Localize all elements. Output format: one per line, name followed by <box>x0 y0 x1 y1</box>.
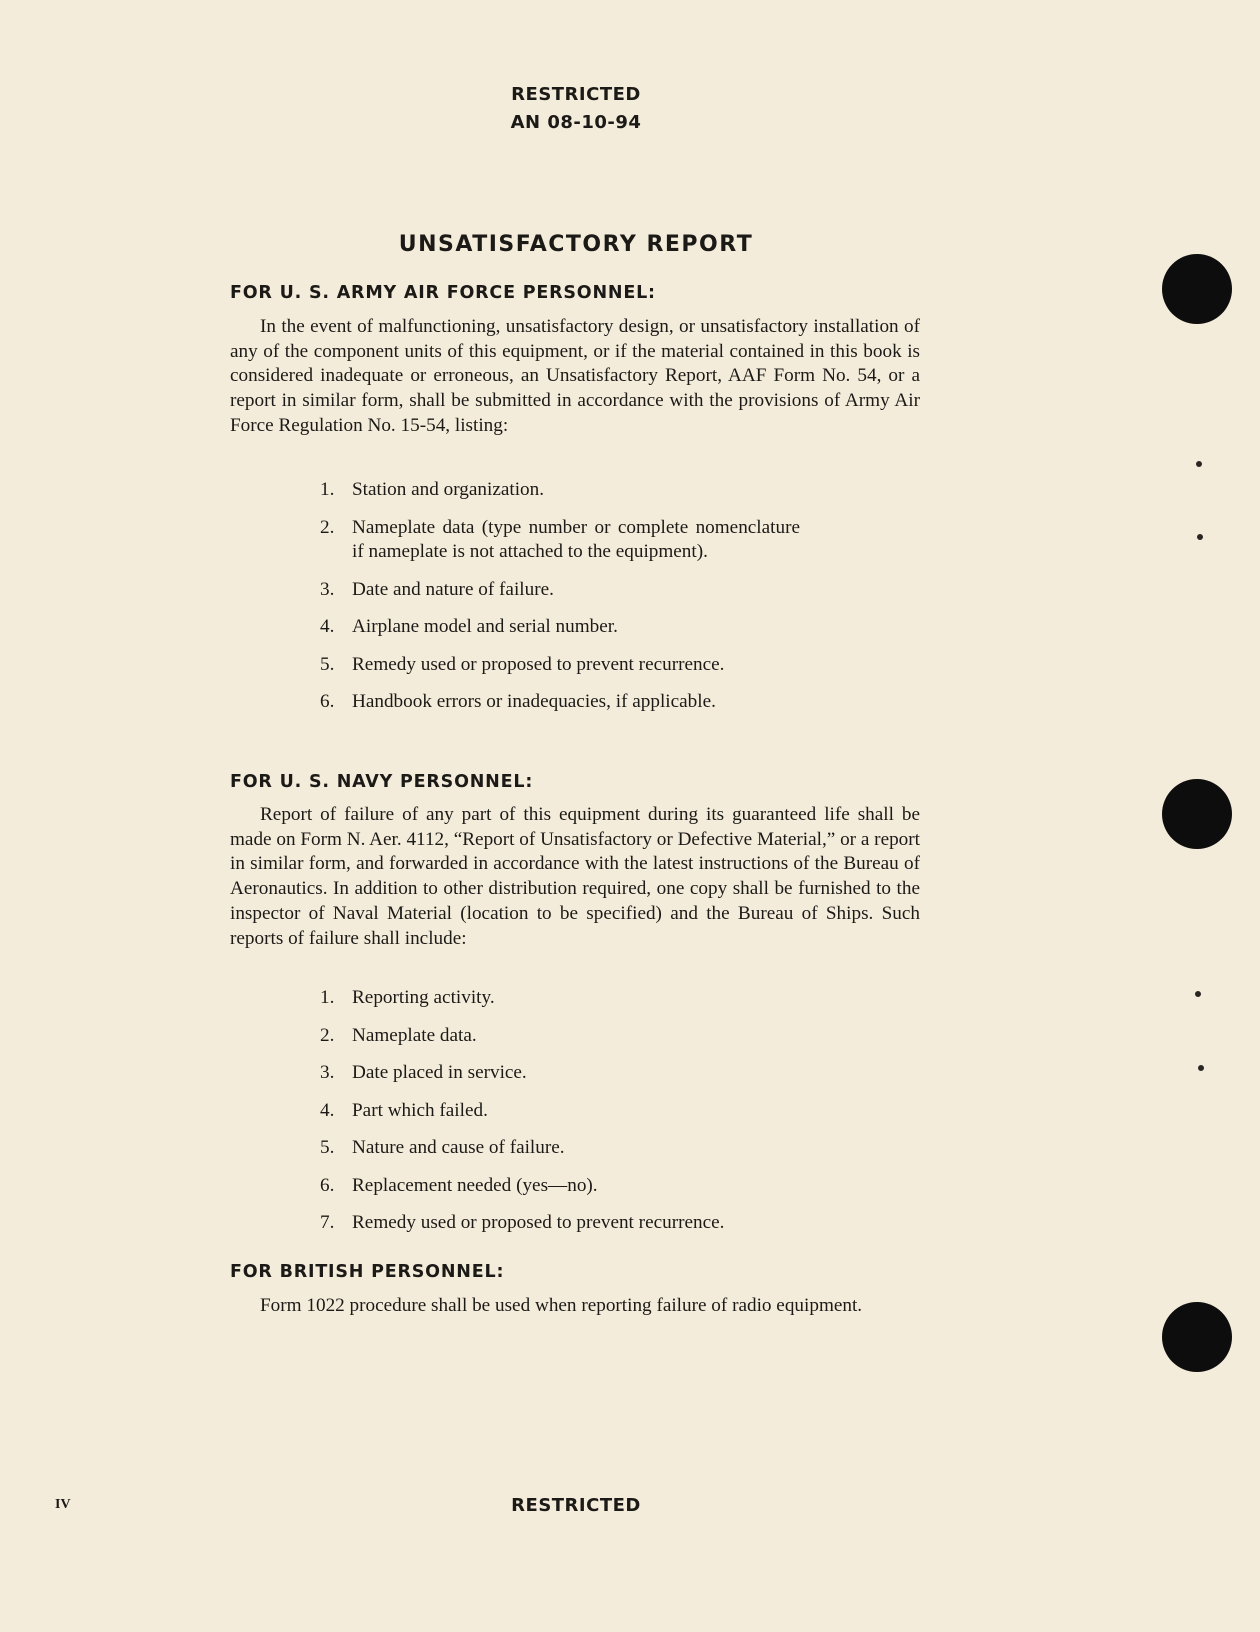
list-item <box>320 1211 800 1236</box>
list-item <box>320 690 800 715</box>
british-section-paragraph: Form 1022 procedure shall be used when reporting failure of radio equipment. <box>260 1295 863 1316</box>
list-item <box>320 615 800 640</box>
list-item <box>320 1024 800 1049</box>
scan-speck <box>1195 991 1201 997</box>
list-item-number: 2. <box>320 1024 335 1046</box>
army-section-heading: FOR U. S. ARMY AIR FORCE PERSONNEL: <box>230 283 656 303</box>
list-item-text: Nameplate data (type number or complete nomenclature if nameplate is not attached to the equipment). <box>352 516 800 562</box>
page-title: UNSATISFACTORY REPORT <box>398 232 754 257</box>
army-report-list <box>320 478 800 728</box>
navy-section-paragraph: Report of failure of any part of this equipment during its guaranteed life shall be made on Form N. Aer. 4112, “Report of Unsatisfactory or Defective Material,” or a report in similar form, and forwarded in accordance with the latest instructions of the Bureau of Aeronautics. In addition to other distribution required, one copy shall be furnished to the inspector of Naval Material (location to be specified) and the Bureau of Ships. Such reports of failure shall include: <box>230 804 920 949</box>
navy-section-heading: FOR U. S. NAVY PERSONNEL: <box>230 772 534 792</box>
list-item-text: Date and nature of failure. <box>352 578 554 600</box>
british-section-heading: FOR BRITISH PERSONNEL: <box>230 1262 505 1282</box>
list-item-number: 6. <box>320 1174 335 1196</box>
scan-speck <box>1196 461 1202 467</box>
list-item-number: 4. <box>320 616 335 637</box>
list-item-text: Station and organization. <box>352 479 545 500</box>
header-doc-number: AN 08-10-94 <box>510 112 642 133</box>
list-item-number: 6. <box>320 691 335 712</box>
list-item <box>320 578 800 603</box>
page-number: IV <box>55 1497 71 1512</box>
list-item <box>320 653 800 678</box>
list-item <box>320 516 800 565</box>
list-item-number: 3. <box>320 578 335 600</box>
list-item <box>320 1099 800 1124</box>
list-item-number: 1. <box>320 987 335 1008</box>
list-item-text: Remedy used or proposed to prevent recurrence. <box>352 653 725 675</box>
list-item-number: 2. <box>320 516 335 538</box>
navy-report-list <box>320 986 800 1249</box>
punch-hole <box>1162 1302 1232 1372</box>
list-item <box>320 478 800 503</box>
list-item-number: 3. <box>320 1062 335 1083</box>
list-item-number: 1. <box>320 479 335 500</box>
punch-hole <box>1162 254 1232 324</box>
list-item-number: 5. <box>320 1137 335 1158</box>
list-item-text: Reporting activity. <box>352 987 495 1008</box>
list-item-text: Nameplate data. <box>352 1024 477 1046</box>
list-item-text: Airplane model and serial number. <box>352 616 618 637</box>
list-item-text: Part which failed. <box>352 1099 488 1121</box>
list-item-number: 7. <box>320 1212 335 1233</box>
list-item-text: Date placed in service. <box>352 1062 527 1083</box>
army-section-paragraph: In the event of malfunctioning, unsatisfactory design, or unsatisfactory installation of any of the component units of this equipment, or if the material contained in this book is considered inadequate or erroneous, an Unsatisfactory Report, AAF Form No. 54, or a report in similar form, shall be submitted in accordance with the provisions of Army Air Force Regulation No. 15-54, listing: <box>230 316 920 436</box>
list-item <box>320 1136 800 1161</box>
header-classification: RESTRICTED <box>511 84 641 105</box>
list-item <box>320 1174 800 1199</box>
list-item <box>320 1061 800 1086</box>
punch-hole <box>1162 779 1232 849</box>
list-item-number: 4. <box>320 1099 335 1121</box>
list-item-text: Remedy used or proposed to prevent recurrence. <box>352 1212 725 1233</box>
list-item <box>320 986 800 1011</box>
scan-speck <box>1197 534 1203 540</box>
scan-speck <box>1198 1065 1204 1071</box>
list-item-text: Nature and cause of failure. <box>352 1137 565 1158</box>
footer-classification: RESTRICTED <box>511 1495 641 1516</box>
list-item-text: Replacement needed (yes—no). <box>352 1174 598 1196</box>
list-item-number: 5. <box>320 653 335 675</box>
list-item-text: Handbook errors or inadequacies, if applicable. <box>352 691 716 712</box>
